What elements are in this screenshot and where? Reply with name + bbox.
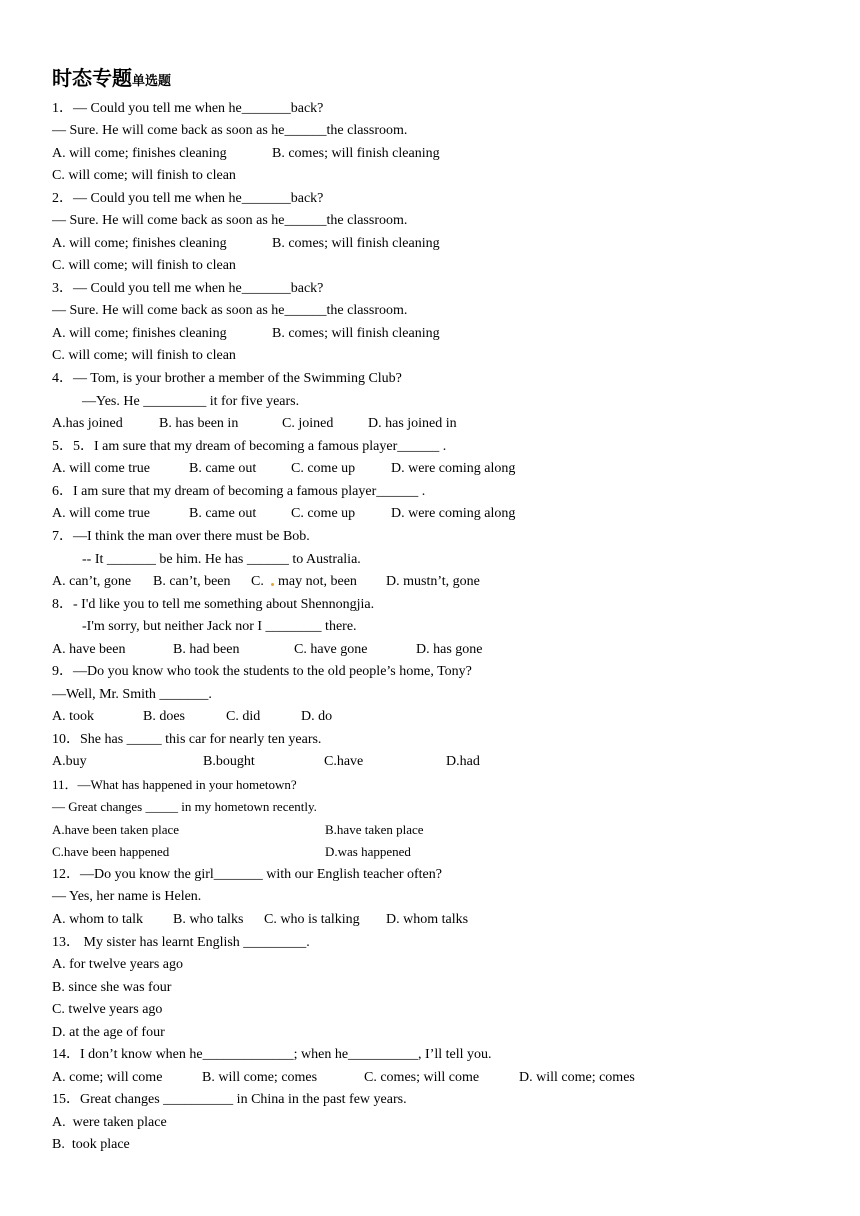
q5-option-b: B. came out [189,461,257,476]
q2-option-c: C. will come; will finish to clean [52,258,236,273]
q14-option-c: C. comes; will come [364,1070,480,1085]
q6-option-c: C. come up [291,506,356,521]
q9-stem: 9．—Do you know who took the students to the old people’s home, Tony? [52,664,472,679]
q7-option-c-letter: C. [251,574,264,589]
q15-option-a: A. were taken place [52,1115,167,1130]
q3-response: — Sure. He will come back as soon as he______the classroom. [52,303,408,318]
q10-option-c: C.have [324,754,364,769]
q3-option-b: B. comes; will finish cleaning [272,326,440,341]
q4-option-c: C. joined [282,416,334,431]
q1-response: — Sure. He will come back as soon as he______the classroom. [52,123,408,138]
q14-option-a: A. come; will come [52,1070,163,1085]
q9-response: —Well, Mr. Smith _______. [52,687,212,702]
q12-option-d: D. whom talks [386,912,469,927]
q4-response: —Yes. He _________ it for five years. [82,394,300,409]
q6-option-b: B. came out [189,506,257,521]
title-main: 时态专题 [52,66,132,90]
q12-response: — Yes, her name is Helen. [52,889,202,904]
q4-stem: 4．— Tom, is your brother a member of the Swimming Club? [52,371,402,386]
q7-option-a: A. can’t, gone [52,574,132,589]
q5-option-a: A. will come true [52,461,150,476]
q12-stem: 12．—Do you know the girl_______ with our English teacher often? [52,867,442,882]
q3-option-a: A. will come; finishes cleaning [52,326,227,341]
q8-stem: 8．- I'd like you to tell me something about Shennongjia. [52,597,375,612]
q13-option-a: A. for twelve years ago [52,957,184,972]
q11-option-c: C.have been happened [52,844,170,859]
q13-stem: 13． My sister has learnt English _________. [52,935,310,950]
q1-option-a: A. will come; finishes cleaning [52,146,227,161]
q7-option-c-text: may not, been [278,574,357,589]
q10-option-d: D.had [446,754,480,769]
q15-option-b: B. took place [52,1137,130,1152]
q6-stem: 6．I am sure that my dream of becoming a famous player______ . [52,484,426,499]
q14-stem: 14．I don’t know when he_____________; when he__________, I’ll tell you. [52,1047,492,1062]
q9-option-c: C. did [226,709,261,724]
q11-option-d: D.was happened [325,844,411,859]
q13-option-c: C. twelve years ago [52,1002,163,1017]
q5-option-d: D. were coming along [391,461,516,476]
q7-response: -- It _______ be him. He has ______ to Australia. [82,552,361,567]
q3-stem: 3．— Could you tell me when he_______back? [52,281,324,296]
q2-option-b: B. comes; will finish cleaning [272,236,440,251]
marker-dot [271,583,274,586]
q1-option-b: B. comes; will finish cleaning [272,146,440,161]
q8-option-c: C. have gone [294,642,368,657]
q14-option-d: D. will come; comes [519,1070,635,1085]
page-title [52,62,171,91]
q8-option-a: A. have been [52,642,126,657]
q8-response: -I'm sorry, but neither Jack nor I ________ there. [82,619,357,634]
q12-option-a: A. whom to talk [52,912,143,927]
q4-option-a: A.has joined [52,416,123,431]
q7-option-b: B. can’t, been [153,574,231,589]
q13-option-b: B. since she was four [52,980,172,995]
q6-option-d: D. were coming along [391,506,516,521]
q7-option-d: D. mustn’t, gone [386,574,480,589]
q10-option-a: A.buy [52,754,87,769]
q13-option-d: D. at the age of four [52,1025,165,1040]
q11-option-a: A.have been taken place [52,822,180,837]
q11-option-b: B.have taken place [325,822,424,837]
q11-stem: 11．—What has happened in your hometown? [52,777,297,792]
q4-option-b: B. has been in [159,416,239,431]
q9-option-a: A. took [52,709,94,724]
q7-stem: 7．—I think the man over there must be Bob. [52,529,310,544]
q9-option-d: D. do [301,709,333,724]
q6-option-a: A. will come true [52,506,150,521]
q2-response: — Sure. He will come back as soon as he______the classroom. [52,213,408,228]
q1-option-c: C. will come; will finish to clean [52,168,236,183]
q8-option-d: D. has gone [416,642,483,657]
q10-option-b: B.bought [203,754,255,769]
q11-response: — Great changes _____ in my hometown recently. [52,799,317,814]
q2-stem: 2．— Could you tell me when he_______back? [52,191,324,206]
q5-stem: 5．5．I am sure that my dream of becoming a famous player______ . [52,439,447,454]
q10-stem: 10．She has _____ this car for nearly ten years. [52,732,322,747]
q5-option-c: C. come up [291,461,356,476]
q9-option-b: B. does [143,709,185,724]
q4-option-d: D. has joined in [368,416,457,431]
q2-option-a: A. will come; finishes cleaning [52,236,227,251]
title-sub: 单选题 [132,74,172,89]
q8-option-b: B. had been [173,642,240,657]
q14-option-b: B. will come; comes [202,1070,318,1085]
q12-option-b: B. who talks [173,912,244,927]
q12-option-c: C. who is talking [264,912,360,927]
q3-option-c: C. will come; will finish to clean [52,348,236,363]
q15-stem: 15．Great changes __________ in China in the past few years. [52,1092,407,1107]
q1-stem: 1．— Could you tell me when he_______back? [52,101,324,116]
